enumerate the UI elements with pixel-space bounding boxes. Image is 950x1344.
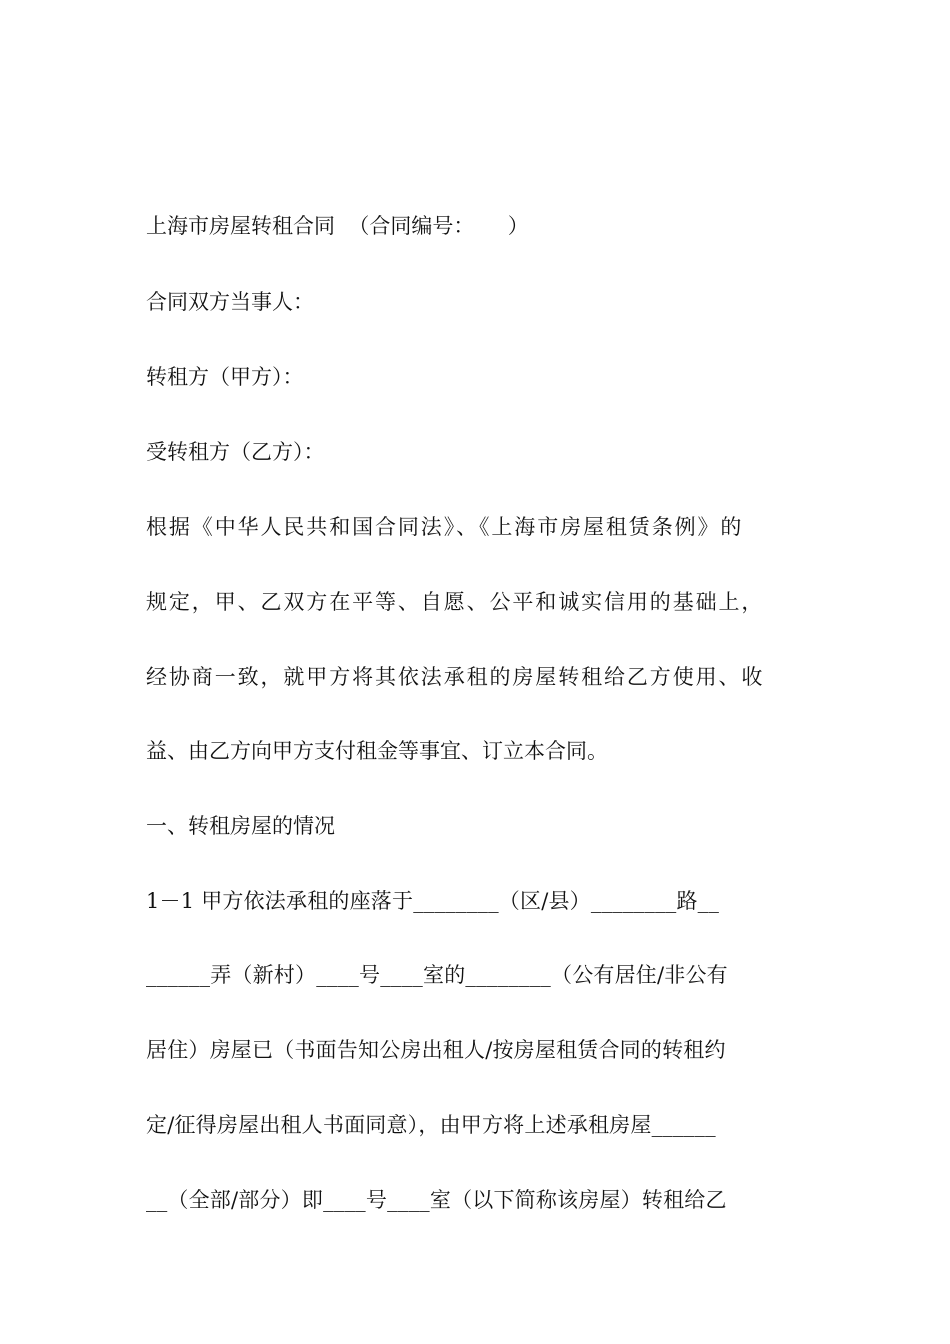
party-b-label: 受转租方（乙方）： (146, 440, 325, 464)
contract-title: 上海市房屋转租合同 （合同编号： ） (146, 214, 529, 238)
clause-1-1-line-3: 居住）房屋已（书面告知公房出租人/按房屋租赁合同的转租约 (146, 1038, 726, 1062)
preamble-line-1: 根据《中华人民共和国合同法》、《上海市房屋租赁条例》的 (146, 515, 744, 539)
clause-1-1-line-5: __（全部/部分）即____号____室（以下简称该房屋）转租给乙 (146, 1188, 727, 1212)
preamble-line-4: 益、由乙方向甲方支付租金等事宜、订立本合同。 (146, 739, 608, 763)
preamble-line-3: 经协商一致，就甲方将其依法承租的房屋转租给乙方使用、收 (146, 665, 765, 689)
clause-1-1-line-4: 定/征得房屋出租人书面同意），由甲方将上述承租房屋______ (146, 1113, 716, 1137)
clause-1-1-line-1: 1－1 甲方依法承租的座落于________（区/县）________路__ (146, 889, 720, 913)
clause-1-1-line-2: ______弄（新村）____号____室的________（公有居住/非公有 (146, 963, 728, 987)
section-1-heading: 一、转租房屋的情况 (146, 814, 335, 838)
preamble-line-2: 规定，甲、乙双方在平等、自愿、公平和诚实信用的基础上， (146, 590, 765, 614)
parties-heading: 合同双方当事人： (146, 290, 314, 314)
party-a-label: 转租方（甲方）： (146, 365, 304, 389)
